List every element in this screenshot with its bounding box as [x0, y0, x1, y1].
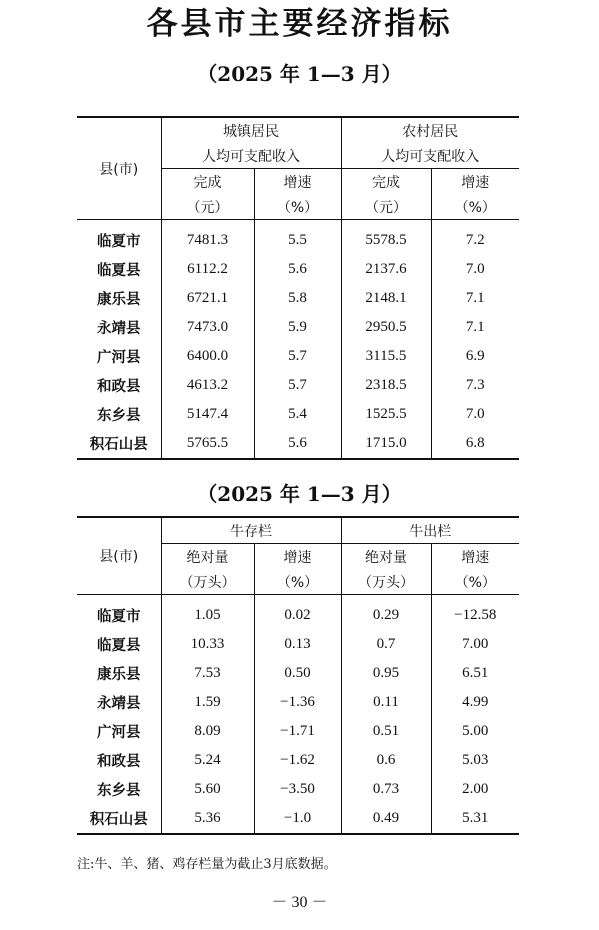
col-header: 增速 [254, 544, 341, 570]
table-cell: 0.6 [341, 746, 431, 775]
table-cell: 6.8 [431, 429, 519, 459]
table-cell: 5.00 [431, 717, 519, 746]
county-header: 县(市) [77, 517, 161, 595]
table-cell: 2.00 [431, 775, 519, 804]
col-unit: （%） [254, 194, 341, 220]
table-cell: 2950.5 [341, 313, 431, 342]
county-header: 县(市) [77, 117, 161, 220]
table-cell: 6.9 [431, 342, 519, 371]
table-row [77, 775, 519, 804]
table-cell: 5.7 [254, 342, 341, 371]
table-row [77, 313, 519, 342]
table-cell: 5147.4 [161, 400, 254, 429]
table-cell: 1.59 [161, 688, 254, 717]
table-cell: 1525.5 [341, 400, 431, 429]
table-row [77, 688, 519, 717]
table-cell: 7.00 [431, 630, 519, 659]
col-unit: （元） [341, 194, 431, 220]
table-cell: 7.1 [431, 284, 519, 313]
county-name: 广河县 [97, 725, 141, 741]
col-header: 绝对量 [341, 544, 431, 570]
table-cell: −1.62 [254, 746, 341, 775]
table-cell: 6112.2 [161, 255, 254, 284]
rural-income-header-line2: 人均可支配收入 [341, 143, 519, 169]
table-cell: 4613.2 [161, 371, 254, 400]
table-cell: 5.8 [254, 284, 341, 313]
table-cell: −3.50 [254, 775, 341, 804]
county-name: 临夏市 [97, 609, 141, 625]
table-cell: 5.6 [254, 429, 341, 459]
col-header: 增速 [431, 169, 519, 195]
table-cell: 3115.5 [341, 342, 431, 371]
table-cell: 7.0 [431, 255, 519, 284]
table-cell: 5.7 [254, 371, 341, 400]
footnote: 注:牛、羊、猪、鸡存栏量为截止3月底数据。 [77, 857, 337, 872]
rural-income-header-line1: 农村居民 [341, 117, 519, 143]
table-row [77, 400, 519, 429]
table-cell: 7481.3 [161, 220, 254, 256]
county-name: 东乡县 [97, 408, 141, 424]
col-header: 绝对量 [161, 544, 254, 570]
table-cell: 0.7 [341, 630, 431, 659]
table-cell: 5.24 [161, 746, 254, 775]
table-cell: 2148.1 [341, 284, 431, 313]
table-cell: 5578.5 [341, 220, 431, 256]
county-name: 永靖县 [97, 321, 141, 337]
table-cell: 5.4 [254, 400, 341, 429]
table-row [77, 255, 519, 284]
table-cell: 7.1 [431, 313, 519, 342]
table-cell: 0.73 [341, 775, 431, 804]
table-cell: 0.02 [254, 595, 341, 631]
table2-subtitle: （2025 年 1—3 月） [197, 482, 402, 506]
county-name: 临夏市 [97, 234, 141, 250]
table-row [77, 342, 519, 371]
table-cell: 1.05 [161, 595, 254, 631]
table-cell: 7.0 [431, 400, 519, 429]
table-cell: 5.6 [254, 255, 341, 284]
table-cell: −1.0 [254, 804, 341, 834]
county-name: 和政县 [97, 754, 141, 770]
table-row [77, 595, 519, 631]
county-name: 和政县 [97, 379, 141, 395]
table-cell: −1.71 [254, 717, 341, 746]
table-cell: 5.03 [431, 746, 519, 775]
county-name: 康乐县 [97, 292, 141, 308]
table-row [77, 429, 519, 459]
table-row [77, 630, 519, 659]
table-cell: 5.9 [254, 313, 341, 342]
table-cell: 1715.0 [341, 429, 431, 459]
col-header: 增速 [254, 169, 341, 195]
table-cell: 10.33 [161, 630, 254, 659]
cattle-slaughter-header: 牛出栏 [341, 517, 519, 544]
table-row [77, 284, 519, 313]
table-cell: 6.51 [431, 659, 519, 688]
table-cell: 0.95 [341, 659, 431, 688]
income-table [77, 116, 519, 460]
table-row [77, 371, 519, 400]
table-cell: 5.31 [431, 804, 519, 834]
table-cell: 5.5 [254, 220, 341, 256]
county-name: 东乡县 [97, 783, 141, 799]
table-cell: 0.51 [341, 717, 431, 746]
table-cell: 4.99 [431, 688, 519, 717]
table-cell: 0.50 [254, 659, 341, 688]
table-row [77, 659, 519, 688]
county-name: 康乐县 [97, 667, 141, 683]
urban-income-header-line1: 城镇居民 [161, 117, 341, 143]
col-header: 完成 [161, 169, 254, 195]
table-cell: 8.09 [161, 717, 254, 746]
col-unit: （%） [431, 194, 519, 220]
table-cell: 0.29 [341, 595, 431, 631]
table-cell: 0.11 [341, 688, 431, 717]
urban-income-header-line2: 人均可支配收入 [161, 143, 341, 169]
table-cell: 0.49 [341, 804, 431, 834]
table-row [77, 220, 519, 256]
table-cell: 7.53 [161, 659, 254, 688]
county-name: 临夏县 [97, 638, 141, 654]
table-cell: 6400.0 [161, 342, 254, 371]
page-title: 各县市主要经济指标 [146, 6, 453, 42]
county-name: 广河县 [97, 350, 141, 366]
table-cell: 5765.5 [161, 429, 254, 459]
county-name: 永靖县 [97, 696, 141, 712]
cattle-table [77, 516, 519, 835]
table-cell: 2318.5 [341, 371, 431, 400]
table-cell: −12.58 [431, 595, 519, 631]
table-row [77, 746, 519, 775]
page-number: － 30 － [271, 894, 328, 911]
county-name: 积石山县 [77, 804, 161, 834]
col-unit: （%） [431, 569, 519, 595]
county-name: 临夏县 [97, 263, 141, 279]
col-header: 增速 [431, 544, 519, 570]
cattle-stock-header: 牛存栏 [161, 517, 341, 544]
table-cell: 7473.0 [161, 313, 254, 342]
col-unit: （万头） [341, 569, 431, 595]
table-cell: 7.3 [431, 371, 519, 400]
table-row [77, 804, 519, 834]
table-row [77, 717, 519, 746]
col-unit: （元） [161, 194, 254, 220]
table-cell: 2137.6 [341, 255, 431, 284]
col-unit: （万头） [161, 569, 254, 595]
table-cell: 6721.1 [161, 284, 254, 313]
col-header: 完成 [341, 169, 431, 195]
table-cell: −1.36 [254, 688, 341, 717]
table-cell: 5.36 [161, 804, 254, 834]
table-cell: 7.2 [431, 220, 519, 256]
table-cell: 0.13 [254, 630, 341, 659]
table-cell: 5.60 [161, 775, 254, 804]
col-unit: （%） [254, 569, 341, 595]
table1-subtitle: （2025 年 1—3 月） [197, 62, 402, 86]
county-name: 积石山县 [77, 429, 161, 459]
